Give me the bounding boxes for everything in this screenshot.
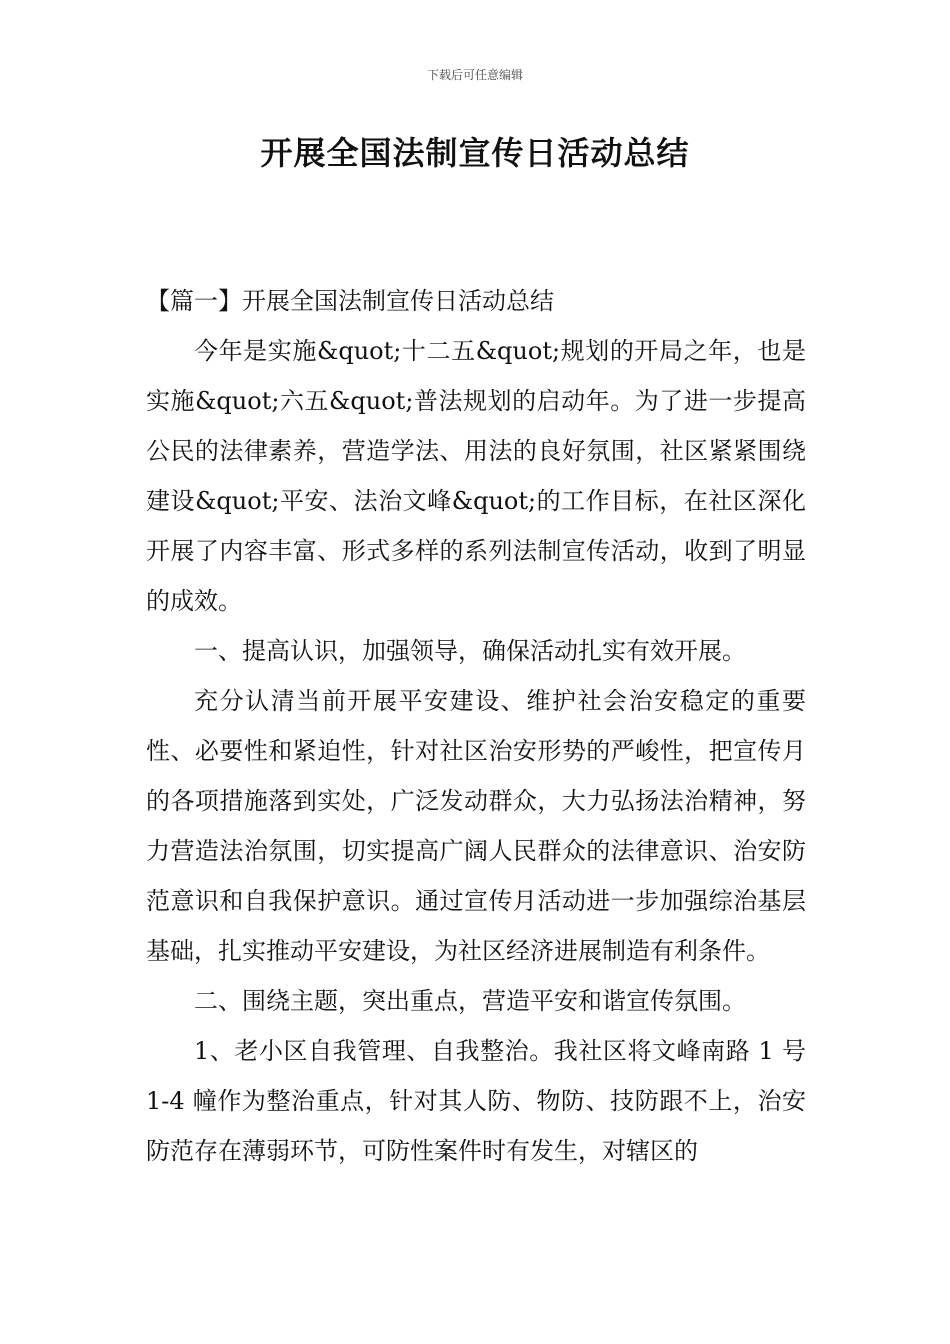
body-paragraph: 充分认清当前开展平安建设、维护社会治安稳定的重要性、必要性和紧迫性，针对社区治安形势的严峻性，把宣传月的各项措施落到实处，广泛发动群众，大力弘扬法治精神，努力营造法治氛围，切实提高广阔人民群众的法律意识、治安防范意识和自我保护意识。通过宣传月活动进一步加强综治基层基础，扎实推动平安建设，为社区经济进展制造有利条件。	[146, 687, 806, 965]
section-heading: 一、提高认识，加强领导，确保活动扎实有效开展。	[194, 637, 746, 665]
document-title: 开展全国法制宣传日活动总结	[260, 134, 690, 172]
body-paragraph: 今年是实施&quot;十二五&quot;规划的开局之年，也是实施&quot;六五&quot;普法规划的启动年。为了进一步提高公民的法律素养，营造学法、用法的良好氛围，社区紧紧围绕建设&quot;平安、法治文峰&quot;的工作目标，在社区深化开展了内容丰富、形式多样的系列法制宣传活动，收到了明显的成效。	[146, 337, 806, 615]
document-body	[146, 276, 806, 1176]
header-note: 下载后可任意编辑	[426, 68, 523, 82]
section-heading: 【篇一】开展全国法制宣传日活动总结	[146, 287, 554, 315]
body-paragraph: 1、老小区自我管理、自我整治。我社区将文峰南路 1 号 1-4 幢作为整治重点，针对其人防、物防、技防跟不上，治安防范存在薄弱环节，可防性案件时有发生，对辖区的	[146, 1037, 806, 1165]
section-heading: 二、围绕主题，突出重点，营造平安和谐宣传氛围。	[194, 987, 746, 1015]
